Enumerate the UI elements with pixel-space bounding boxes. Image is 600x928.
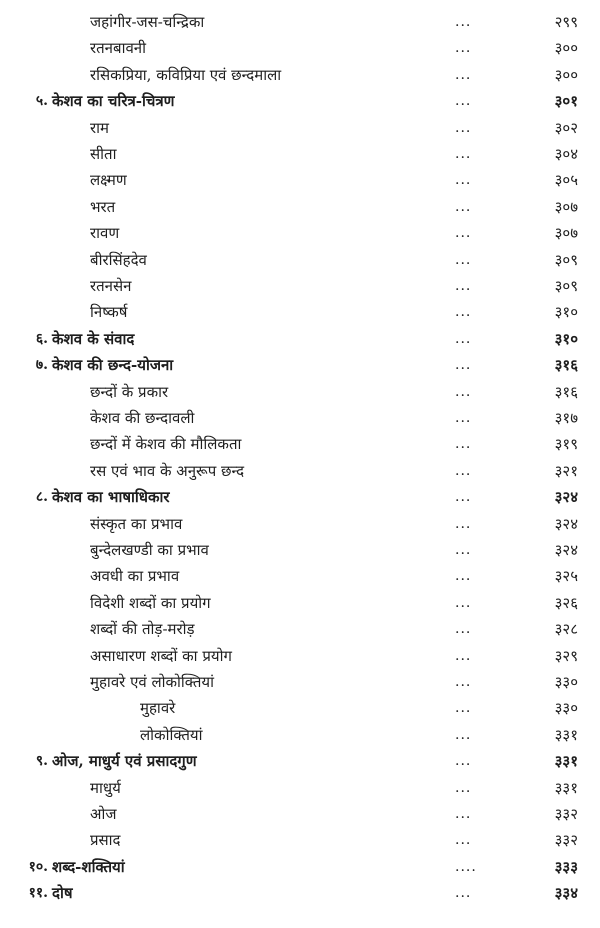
toc-entry-title: शब्दों की तोड़-मरोड़ — [90, 620, 195, 639]
toc-entry-leader: ... — [455, 621, 472, 638]
toc-entry-number: ६. — [35, 330, 48, 347]
toc-entry — [0, 63, 600, 87]
toc-entry-page: ३३२ — [554, 831, 578, 850]
toc-entry-title: प्रसाद — [90, 831, 121, 850]
toc-entry-leader: ... — [455, 806, 472, 822]
toc-entry-title: केशव की छन्दावली — [90, 409, 195, 427]
toc-entry-page: ३२६ — [554, 593, 578, 612]
toc-entry — [0, 538, 600, 562]
toc-entry-number: १०. — [28, 858, 48, 875]
toc-entry-number: ११. — [28, 885, 48, 902]
toc-entry — [0, 564, 600, 588]
toc-entry-title: विदेशी शब्दों का प्रयोग — [90, 593, 211, 612]
toc-entry-title: मुहावरे — [140, 699, 176, 718]
toc-entry-page: ३२९ — [554, 646, 578, 665]
toc-entry — [0, 802, 600, 826]
toc-entry-page: ३१० — [554, 329, 578, 348]
toc-entry-leader: ... — [455, 304, 472, 321]
toc-entry-title: रसिकप्रिया, कविप्रिया एवं छन्दमाला — [90, 65, 282, 84]
toc-entry-title: लोकोक्तियां — [140, 725, 203, 744]
toc-entry-page: ३२८ — [554, 620, 578, 639]
toc-entry — [0, 485, 600, 509]
toc-entry-page: ३३४ — [554, 884, 578, 903]
toc-entry-number: ७. — [35, 357, 48, 374]
toc-entry-page: ३३१ — [554, 778, 578, 797]
toc-entry-leader: ... — [455, 700, 472, 717]
toc-entry-leader: ... — [455, 40, 472, 57]
toc-entry-leader: ... — [455, 489, 472, 506]
toc-entry-leader: ... — [455, 594, 472, 611]
toc-entry-leader: ... — [455, 383, 472, 400]
toc-entry — [0, 142, 600, 166]
toc-entry — [0, 617, 600, 641]
toc-entry — [0, 749, 600, 773]
toc-entry-title: शब्द-शक्तियां — [52, 857, 125, 876]
toc-entry-title: सीता — [90, 145, 117, 163]
toc-entry — [0, 89, 600, 113]
toc-entry-page: ३३० — [554, 673, 578, 691]
toc-entry-leader: ... — [455, 119, 472, 136]
toc-entry-leader: ... — [455, 568, 472, 585]
toc-entry-page: ३२१ — [554, 461, 578, 480]
toc-entry-number: ५. — [35, 93, 48, 110]
toc-entry-page: ३०७ — [554, 197, 578, 216]
toc-entry — [0, 274, 600, 298]
toc-entry-leader: ... — [455, 14, 472, 30]
toc-entry-title: केशव का चरित्र-चित्रण — [52, 92, 175, 111]
toc-entry-title: केशव का भाषाधिकार — [52, 488, 170, 507]
toc-entry-title: बुन्देलखण्डी का प्रभाव — [90, 541, 209, 559]
toc-entry — [0, 168, 600, 192]
toc-entry-page: ३०९ — [554, 277, 578, 295]
toc-entry-title: लक्ष्मण — [90, 171, 127, 190]
toc-entry-title: बीरसिंहदेव — [90, 250, 147, 269]
toc-entry — [0, 221, 600, 245]
toc-entry — [0, 380, 600, 404]
toc-entry-page: ३२४ — [554, 541, 578, 559]
toc-entry — [0, 116, 600, 140]
toc-entry-leader: ... — [455, 251, 472, 268]
toc-entry-title: असाधारण शब्दों का प्रयोग — [90, 646, 232, 665]
toc-entry-title: दोष — [52, 884, 73, 903]
toc-entry-title: रतनसेन — [90, 277, 132, 295]
toc-entry — [0, 195, 600, 219]
toc-entry-page: ३०१ — [554, 92, 578, 111]
toc-entry-leader: ... — [455, 885, 472, 902]
toc-entry — [0, 855, 600, 879]
toc-entry-title: केशव के संवाद — [52, 329, 135, 348]
toc-entry-title: संस्कृत का प्रभाव — [90, 514, 183, 533]
toc-entry-leader: ... — [455, 278, 472, 294]
toc-entry-page: ३२४ — [554, 514, 578, 533]
toc-entry-page: ३०९ — [554, 250, 578, 269]
toc-entry — [0, 670, 600, 694]
toc-entry — [0, 10, 600, 34]
toc-entry — [0, 248, 600, 272]
toc-entry-leader: ... — [455, 198, 472, 215]
toc-entry-title: जहांगीर-जस-चन्द्रिका — [90, 13, 205, 31]
toc-entry-title: छन्दों के प्रकार — [90, 382, 169, 401]
toc-entry-leader: ... — [455, 330, 472, 347]
toc-entry-page: ३१६ — [554, 356, 578, 375]
toc-entry-leader: ... — [455, 93, 472, 110]
toc-entry-leader: ... — [455, 462, 472, 479]
toc-entry-page: ३१९ — [554, 435, 578, 454]
toc-entry-title: रतनबावनी — [90, 39, 147, 58]
toc-entry-page: ३२४ — [554, 488, 578, 507]
toc-entry-page: ३०५ — [554, 171, 578, 190]
toc-entry-page: ३०० — [554, 65, 578, 84]
toc-entry-title: रावण — [90, 224, 120, 243]
toc-entry — [0, 591, 600, 615]
toc-entry-leader: ... — [455, 436, 472, 453]
toc-entry — [0, 881, 600, 905]
toc-entry-page: २९९ — [554, 13, 578, 31]
toc-entry-number: ८. — [35, 489, 48, 506]
toc-entry — [0, 36, 600, 60]
toc-entry — [0, 459, 600, 483]
toc-entry — [0, 644, 600, 668]
toc-entry-leader: ... — [455, 225, 472, 242]
toc-entry-title: रस एवं भाव के अनुरूप छन्द — [90, 461, 245, 480]
toc-entry-title: निष्कर्ष — [90, 303, 128, 322]
toc-entry-page: ३३३ — [554, 857, 578, 876]
toc-entry-leader: ... — [455, 542, 472, 558]
toc-entry-leader: ... — [455, 66, 472, 83]
toc-entry-title: राम — [90, 118, 109, 137]
toc-entry-number: ९. — [35, 753, 48, 770]
toc-entry-title: मुहावरे एवं लोकोक्तियां — [90, 673, 214, 691]
toc-entry-title: भरत — [90, 197, 116, 216]
toc-entry-page: ३१० — [554, 303, 578, 322]
toc-entry-leader: ... — [455, 753, 472, 770]
toc-entry-title: ओज, माधुर्य एवं प्रसादगुण — [52, 752, 197, 771]
toc-entry-leader: ... — [455, 779, 472, 796]
toc-entry-page: ३३२ — [554, 805, 578, 823]
toc-entry-leader: ... — [455, 726, 472, 743]
toc-entry-page: ३१७ — [554, 409, 578, 427]
toc-entry — [0, 300, 600, 324]
toc-entry-page: ३१६ — [554, 382, 578, 401]
toc-entry-page: ३३१ — [554, 725, 578, 744]
toc-entry-leader: ... — [455, 357, 472, 374]
toc-entry-page: ३०२ — [554, 118, 578, 137]
toc-entry — [0, 327, 600, 351]
toc-entry — [0, 353, 600, 377]
toc-entry-page: ३३१ — [554, 752, 578, 771]
toc-entry — [0, 696, 600, 720]
toc-entry-leader: ... — [455, 515, 472, 532]
toc-entry-leader: ... — [455, 410, 472, 426]
toc-entry-title: छन्दों में केशव की मौलिकता — [90, 435, 242, 454]
toc-entry-page: ३०४ — [554, 145, 578, 163]
toc-entry-page: ३३० — [554, 699, 578, 718]
toc-entry-leader: ... — [455, 146, 472, 162]
toc-entry — [0, 512, 600, 536]
toc-entry-page: ३२५ — [554, 567, 578, 586]
toc-entry — [0, 723, 600, 747]
toc-entry — [0, 776, 600, 800]
toc-entry — [0, 828, 600, 852]
toc-entry-leader: ... — [455, 674, 472, 690]
toc-entry-title: केशव की छन्द-योजना — [52, 356, 174, 375]
toc-entry-page: ३०७ — [554, 224, 578, 243]
toc-entry-leader: ... — [455, 647, 472, 664]
toc-entry — [0, 432, 600, 456]
toc-entry-page: ३०० — [554, 39, 578, 58]
toc-entry-leader: .... — [455, 858, 477, 875]
toc-entry-title: अवधी का प्रभाव — [90, 567, 180, 586]
toc-entry-leader: ... — [455, 832, 472, 849]
toc-entry-title: ओज — [90, 805, 117, 823]
toc-entry-leader: ... — [455, 172, 472, 189]
toc-entry — [0, 406, 600, 430]
toc-entry-title: माधुर्य — [90, 778, 121, 797]
